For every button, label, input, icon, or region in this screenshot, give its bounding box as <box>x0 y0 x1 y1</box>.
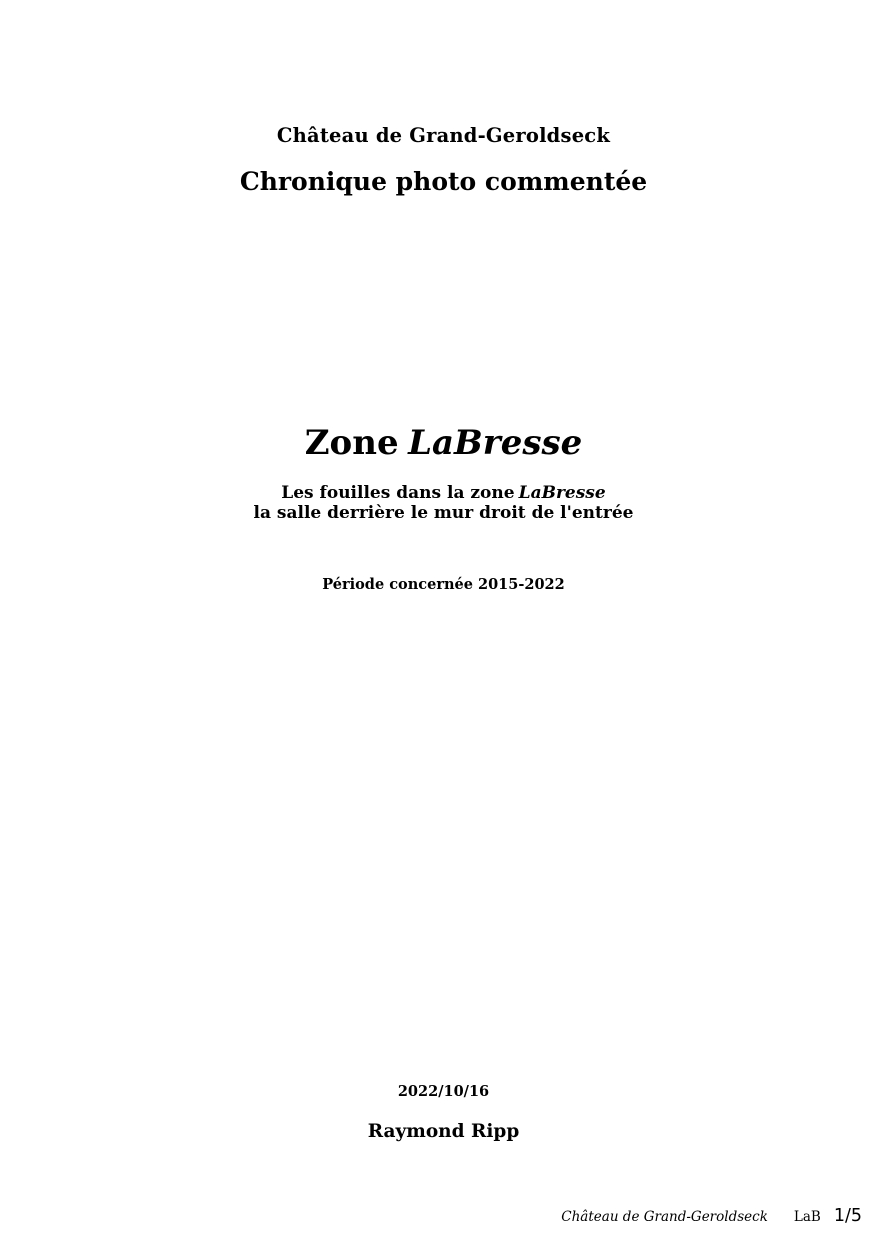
description-line-2: la salle derrière le mur droit de l'entrée <box>253 503 634 523</box>
document-subtitle: Chronique photo commentée <box>239 167 648 196</box>
description-line-1 <box>0 483 887 503</box>
description-line-1-zone: LaBresse <box>518 483 606 503</box>
zone-title-name: LaBresse <box>408 423 583 463</box>
footer-page-number: 1/5 <box>833 1206 862 1226</box>
zone-title-prefix: Zone <box>304 423 399 463</box>
page-footer <box>561 1206 862 1226</box>
period-line: Période concernée 2015-2022 <box>322 576 565 593</box>
description-line-1-text: Les fouilles dans la zone <box>281 483 515 503</box>
zone-title <box>0 423 887 463</box>
footer-book-title: Château de Grand-Geroldseck <box>561 1209 768 1225</box>
footer-zone-code: LaB <box>793 1209 821 1225</box>
author-line: Raymond Ripp <box>367 1121 520 1142</box>
date-line: 2022/10/16 <box>397 1083 490 1100</box>
site-title: Château de Grand-Geroldseck <box>276 124 611 147</box>
